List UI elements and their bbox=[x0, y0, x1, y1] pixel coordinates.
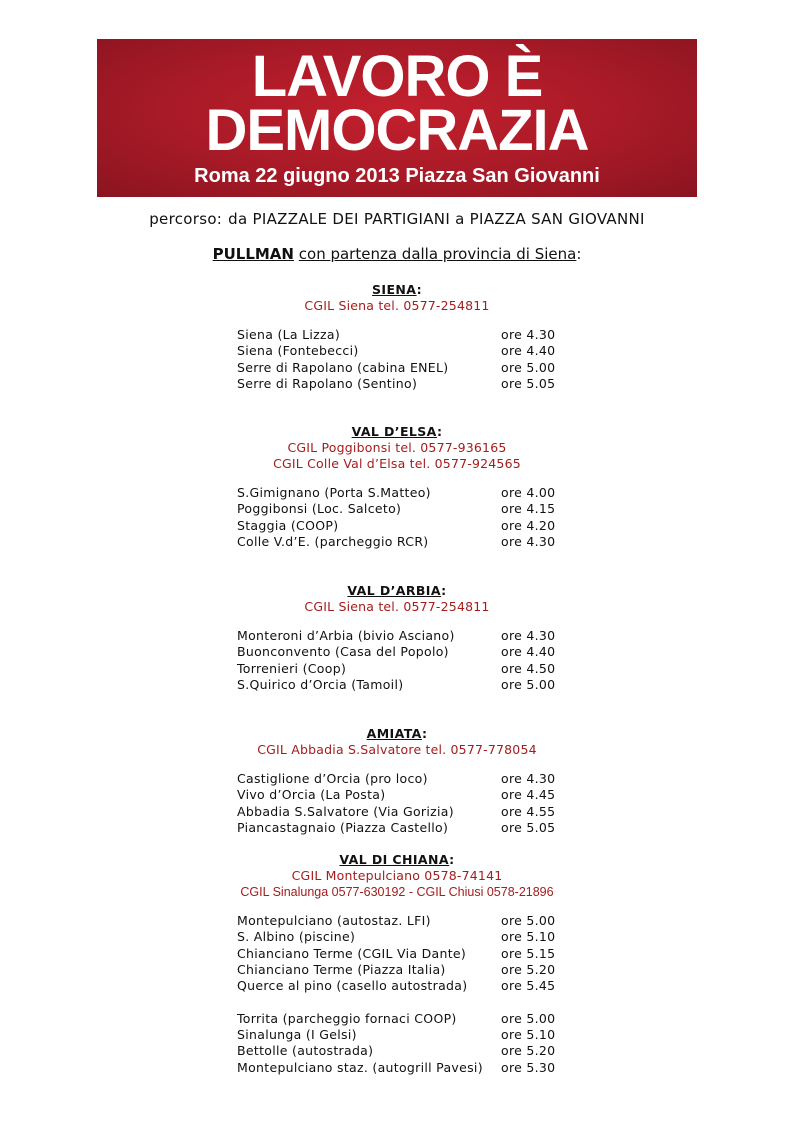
stop-time: ore 5.10 bbox=[501, 1027, 556, 1043]
stop-row bbox=[0, 978, 794, 994]
stop-row bbox=[0, 534, 794, 550]
stop-time: ore 5.15 bbox=[501, 945, 556, 961]
stop-time: ore 5.00 bbox=[501, 359, 556, 375]
stop-place: Castiglione d’Orcia (pro loco) bbox=[237, 771, 428, 786]
stop-row bbox=[0, 820, 794, 836]
stop-time: ore 5.10 bbox=[501, 929, 556, 945]
stop-row bbox=[0, 501, 794, 517]
stop-row bbox=[0, 929, 794, 945]
stop-place: Sinalunga (I Gelsi) bbox=[237, 1027, 357, 1043]
stop-time: ore 5.30 bbox=[501, 1059, 556, 1075]
section-contact: CGIL Colle Val d’Elsa tel. 0577-924565 bbox=[273, 456, 521, 471]
title-suffix: : bbox=[576, 245, 582, 263]
section-name: VAL D’ELSA bbox=[351, 424, 437, 439]
title-rest: con partenza dalla provincia di Siena bbox=[298, 245, 577, 263]
stop-row bbox=[0, 804, 794, 820]
section-heading bbox=[0, 424, 794, 440]
stop-row bbox=[0, 771, 794, 787]
spacer bbox=[0, 994, 794, 1010]
section-val-darbia bbox=[0, 583, 794, 693]
stop-place: Colle V.d’E. (parcheggio RCR) bbox=[237, 533, 429, 549]
stop-list bbox=[0, 628, 794, 693]
stop-place: Montepulciano (autostaz. LFI) bbox=[237, 913, 431, 928]
stop-place: Chianciano Terme (Piazza Italia) bbox=[237, 961, 446, 977]
stop-list bbox=[0, 913, 794, 1076]
stop-time: ore 5.45 bbox=[501, 978, 556, 994]
stop-time: ore 5.20 bbox=[501, 1043, 556, 1059]
stop-place: S.Gimignano (Porta S.Matteo) bbox=[237, 485, 431, 500]
stop-time: ore 4.40 bbox=[501, 343, 556, 359]
stop-row bbox=[0, 677, 794, 693]
section-contact: CGIL Montepulciano 0578-74141 bbox=[291, 868, 503, 883]
section-contact: CGIL Sinalunga 0577-630192 - CGIL Chiusi 0578-21896 bbox=[240, 885, 554, 899]
banner-title-line1: LAVORO È bbox=[251, 44, 543, 109]
section-suffix: : bbox=[436, 424, 443, 439]
section-heading bbox=[0, 852, 794, 868]
section-suffix: : bbox=[421, 726, 428, 741]
stop-place: Torrita (parcheggio fornaci COOP) bbox=[237, 1010, 457, 1026]
section-contact: CGIL Poggibonsi tel. 0577-936165 bbox=[287, 440, 507, 455]
stop-place: Montepulciano staz. (autogrill Pavesi) bbox=[237, 1059, 483, 1075]
stop-time: ore 4.30 bbox=[501, 533, 556, 549]
section-suffix: : bbox=[449, 852, 455, 867]
stop-time: ore 4.00 bbox=[501, 485, 556, 500]
route-text: da PIAZZALE DEI PARTIGIANI a PIAZZA SAN GIOVANNI bbox=[228, 210, 645, 228]
stop-time: ore 5.00 bbox=[501, 676, 556, 692]
stop-place: S.Quirico d’Orcia (Tamoil) bbox=[237, 676, 404, 692]
stop-place: Serre di Rapolano (cabina ENEL) bbox=[237, 359, 449, 375]
stop-time: ore 5.05 bbox=[501, 819, 556, 835]
stop-time: ore 5.05 bbox=[501, 375, 556, 391]
section-amiata bbox=[0, 726, 794, 836]
stop-time: ore 4.30 bbox=[501, 628, 556, 643]
section-suffix: : bbox=[441, 583, 447, 598]
stop-place: Querce al pino (casello autostrada) bbox=[237, 978, 468, 994]
stop-time: ore 5.00 bbox=[501, 1010, 556, 1026]
stop-row bbox=[0, 946, 794, 962]
section-name: SIENA bbox=[372, 282, 417, 297]
stop-time: ore 4.15 bbox=[501, 501, 556, 517]
stop-place: Siena (Fontebecci) bbox=[237, 343, 359, 359]
stop-row bbox=[0, 376, 794, 392]
stop-place: S. Albino (piscine) bbox=[237, 929, 356, 945]
stop-place: Vivo d’Orcia (La Posta) bbox=[237, 787, 386, 803]
section-name: VAL DI CHIANA bbox=[339, 852, 450, 867]
stop-place: Siena (La Lizza) bbox=[237, 327, 341, 342]
stop-time: ore 4.30 bbox=[501, 327, 556, 342]
stop-row bbox=[0, 644, 794, 660]
stop-place: Piancastagnaio (Piazza Castello) bbox=[237, 819, 449, 835]
stop-row bbox=[0, 661, 794, 677]
stop-row bbox=[0, 518, 794, 534]
stop-place: Buonconvento (Casa del Popolo) bbox=[237, 644, 449, 660]
stop-time: ore 4.40 bbox=[501, 644, 556, 660]
stop-row bbox=[0, 1027, 794, 1043]
stop-list bbox=[0, 771, 794, 836]
event-banner bbox=[97, 39, 697, 197]
stop-time: ore 4.50 bbox=[501, 660, 556, 676]
stop-row bbox=[0, 343, 794, 359]
stop-time: ore 5.20 bbox=[501, 961, 556, 977]
stop-time: ore 4.55 bbox=[501, 803, 556, 819]
pullman-title bbox=[0, 245, 794, 263]
section-heading bbox=[0, 726, 794, 742]
section-heading bbox=[0, 282, 794, 298]
stop-place: Abbadia S.Salvatore (Via Gorizia) bbox=[237, 803, 454, 819]
stop-row bbox=[0, 1011, 794, 1027]
section-val-delsa bbox=[0, 424, 794, 550]
banner-subtitle: Roma 22 giugno 2013 Piazza San Giovanni bbox=[194, 165, 600, 187]
title-bold: PULLMAN bbox=[212, 245, 294, 263]
stop-row bbox=[0, 962, 794, 978]
stop-time: ore 4.20 bbox=[501, 517, 556, 533]
route-label: percorso: bbox=[149, 210, 223, 228]
stop-row bbox=[0, 628, 794, 644]
section-name: VAL D’ARBIA bbox=[347, 583, 442, 598]
section-heading bbox=[0, 583, 794, 599]
stop-list bbox=[0, 327, 794, 392]
section-suffix: : bbox=[416, 282, 422, 297]
stop-place: Monteroni d’Arbia (bivio Asciano) bbox=[237, 628, 455, 643]
stop-place: Bettolle (autostrada) bbox=[237, 1043, 374, 1059]
stop-place: Chianciano Terme (CGIL Via Dante) bbox=[237, 945, 467, 961]
stop-row bbox=[0, 360, 794, 376]
stop-row bbox=[0, 787, 794, 803]
stop-row bbox=[0, 913, 794, 929]
section-name: AMIATA bbox=[366, 726, 422, 741]
section-contact: CGIL Siena tel. 0577-254811 bbox=[304, 298, 490, 313]
stop-row bbox=[0, 1060, 794, 1076]
banner-title-line2: DEMOCRAZIA bbox=[205, 98, 589, 163]
section-contact: CGIL Siena tel. 0577-254811 bbox=[304, 599, 490, 614]
stop-place: Torrenieri (Coop) bbox=[237, 660, 347, 676]
stop-list bbox=[0, 485, 794, 550]
stop-time: ore 4.30 bbox=[501, 771, 556, 786]
stop-row bbox=[0, 485, 794, 501]
stop-row bbox=[0, 1043, 794, 1059]
section-val-di-chiana bbox=[0, 852, 794, 1076]
stop-place: Staggia (COOP) bbox=[237, 517, 339, 533]
stop-time: ore 4.45 bbox=[501, 787, 556, 803]
route-line bbox=[0, 210, 794, 228]
stop-place: Poggibonsi (Loc. Salceto) bbox=[237, 501, 402, 517]
section-contact: CGIL Abbadia S.Salvatore tel. 0577-778054 bbox=[257, 742, 537, 757]
stop-time: ore 5.00 bbox=[501, 913, 556, 928]
stop-place: Serre di Rapolano (Sentino) bbox=[237, 375, 418, 391]
stop-row bbox=[0, 327, 794, 343]
section-siena bbox=[0, 282, 794, 392]
